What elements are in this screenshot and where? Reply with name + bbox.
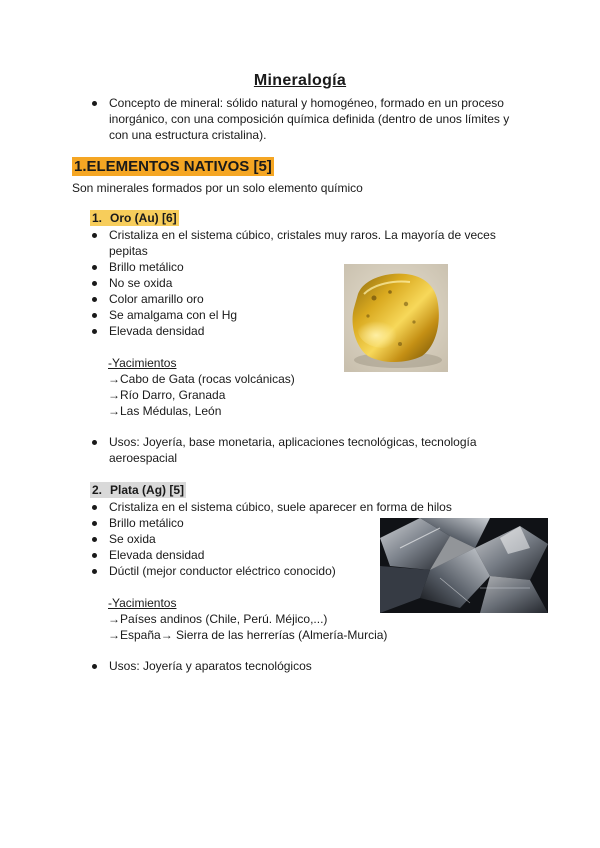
list-item: Color amarillo oro	[90, 291, 515, 307]
deposit-item: →Las Médulas, León	[108, 404, 222, 418]
silver-heading-text: Plata (Ag) [5]	[110, 483, 185, 497]
gold-heading-text: Oro (Au) [6]	[110, 211, 177, 225]
deposit-item: →Cabo de Gata (rocas volcánicas)	[108, 372, 295, 386]
deposit-item: →Río Darro, Granada	[108, 388, 226, 402]
list-item: Cristaliza en el sistema cúbico, cristales muy raros. La mayoría de veces pepitas	[90, 227, 515, 259]
list-item: Brillo metálico	[90, 515, 515, 531]
section-subtitle: Son minerales formados por un solo elemento químico	[72, 181, 363, 195]
intro-bullet: Concepto de mineral: sólido natural y homogéneo, formado en un proceso inorgánico, con una composición química definida (dentro de unos límites y con una estructura cristalina).	[90, 95, 520, 143]
list-item: Cristaliza en el sistema cúbico, suele aparecer en forma de hilos	[90, 499, 515, 515]
gold-uses-list	[90, 434, 505, 466]
silver-deposits	[108, 595, 387, 643]
silver-number: 2.	[92, 483, 103, 497]
list-item: Elevada densidad	[90, 547, 515, 563]
list-item: Se amalgama con el Hg	[90, 307, 515, 323]
gold-uses: Usos: Joyería, base monetaria, aplicaciones tecnológicas, tecnología aeroespacial	[90, 434, 505, 466]
list-item: No se oxida	[90, 275, 515, 291]
list-item: Elevada densidad	[90, 323, 515, 339]
deposit-item: →España→ Sierra de las herrerías (Almería-Murcia)	[108, 628, 388, 642]
silver-deposits-label: -Yacimientos	[108, 596, 177, 610]
silver-uses-list	[90, 658, 505, 674]
list-item: Dúctil (mejor conductor eléctrico conocido)	[90, 563, 515, 579]
gold-heading	[90, 210, 179, 226]
list-item: Brillo metálico	[90, 259, 515, 275]
silver-heading	[90, 482, 186, 498]
silver-crystal-image	[380, 518, 548, 613]
gold-number: 1.	[92, 211, 103, 225]
gold-properties-list	[90, 227, 515, 339]
page-title: Mineralogía	[253, 72, 347, 89]
list-item: Se oxida	[90, 531, 515, 547]
gold-nugget-image	[344, 264, 448, 372]
gold-deposits	[108, 355, 295, 419]
gold-deposits-label: -Yacimientos	[108, 356, 177, 370]
silver-uses: Usos: Joyería y aparatos tecnológicos	[90, 658, 505, 674]
deposit-item: →Países andinos (Chile, Perú. Méjico,...)	[108, 612, 328, 626]
intro-list	[90, 95, 520, 143]
section-heading: 1.ELEMENTOS NATIVOS [5]	[74, 158, 272, 175]
